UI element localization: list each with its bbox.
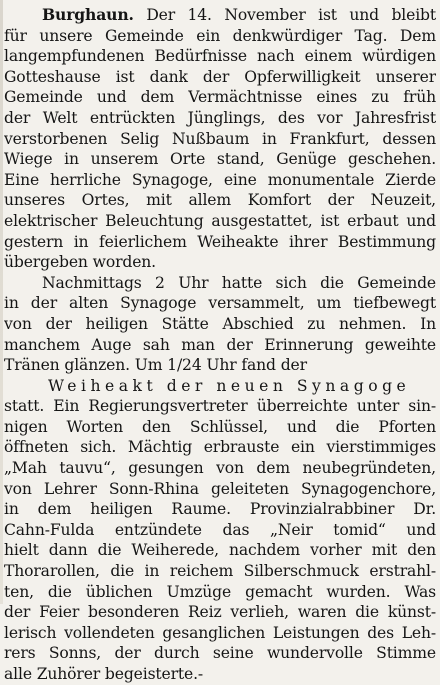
column-edge [0, 0, 3, 604]
text-line-11: elektrischer Beleuchtung ausgestattet, ist erbaut und [4, 211, 436, 230]
text-line-28: Thorarollen, die in reichem Silberschmuck erstrahl- [4, 562, 436, 581]
article-headline: Burghaun. [42, 5, 134, 24]
text-line-27: hielt dann die Weiherede, nachdem vorher mit den [4, 541, 436, 560]
text-line-10: unseres Ortes, mit allem Komfort der Neuzeit, [4, 191, 436, 210]
text-line-20: statt. Ein Regierungsvertreter überreichte unter sin- [4, 397, 436, 416]
line-text: Der 14. November ist und bleibt [146, 6, 436, 24]
text-line-3: langempfundenen Bedürfnisse nach einem würdigen [4, 47, 436, 66]
text-line-5: Gemeinde und dem Vermächtnisse eines zu früh [4, 88, 436, 107]
text-line-8: Wiege in unserem Orte stand, Genüge geschehen. [4, 150, 436, 169]
text-line-13: übergeben worden. [4, 253, 156, 272]
text-line-32: rers Sonns, der durch seine wundervolle Stimme [4, 644, 436, 663]
section-subheading: Weiheakt der neuen Synagoge [48, 376, 411, 395]
text-line-21: nigen Worten den Schlüssel, und die Pforten [4, 417, 436, 436]
text-line-4: Gotteshause ist dank der Opferwilligkeit unserer [4, 67, 436, 86]
text-line-9: Eine herrliche Synagoge, eine monumentale Zierde [4, 170, 436, 189]
text-line-15: in der alten Synagoge versammelt, um tiefbewegt [4, 294, 436, 313]
text-line-22: öffneten sich. Mächtig erbrauste ein vierstimmiges [4, 438, 436, 457]
text-line-29: ten, die üblichen Umzüge gemacht wurden. Was [4, 582, 436, 601]
text-line-25: in dem heiligen Raume. Provinzialrabbiner Dr. [4, 500, 436, 519]
text-line-1 [4, 5, 436, 26]
text-line-18: Tränen glänzen. Um 1/24 Uhr fand der [4, 356, 307, 375]
text-line-16: von der heiligen Stätte Abschied zu nehmen. In [4, 314, 436, 333]
text-line-7: verstorbenen Selig Nußbaum in Frankfurt, dessen [4, 129, 436, 148]
text-line-31: lerisch vollendeten gesanglichen Leistungen des Leh- [4, 623, 436, 642]
text-line-23: „Mah tauvu“, gesungen von dem neubegründeten, [4, 459, 436, 478]
text-line-14: Nachmittags 2 Uhr hatte sich die Gemeinde [42, 273, 436, 292]
text-line-17: manchem Auge sah man der Erinnerung geweihte [4, 335, 436, 354]
text-line-26: Cahn-Fulda entzündete das „Neir tomid“ und [4, 520, 436, 539]
text-line-30: der Feier besonderen Reiz verlieh, waren die künst- [4, 603, 436, 622]
text-line-33: alle Zuhörer begeisterte.- [4, 665, 204, 683]
text-line-12: gestern in feierlichem Weiheakte ihrer Bestimmung [4, 232, 436, 251]
text-line-24: von Lehrer Sonn-Rhina geleiteten Synagogenchore, [4, 479, 436, 498]
text-line-2: für unsere Gemeinde ein denkwürdiger Tag. Dem [4, 26, 436, 45]
text-line-6: der Welt entrückten Jünglings, des vor Jahresfrist [4, 108, 436, 127]
